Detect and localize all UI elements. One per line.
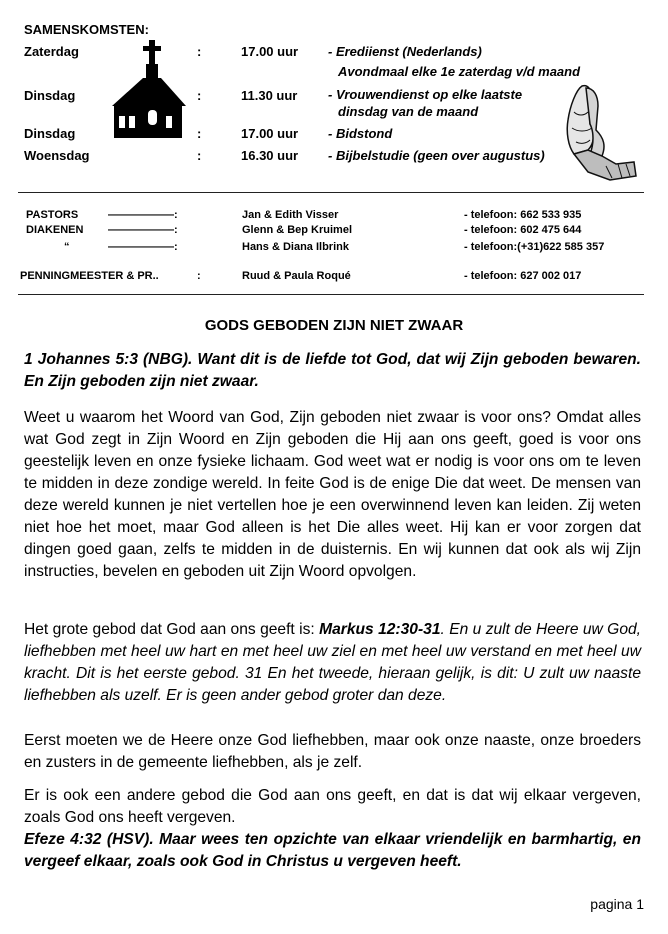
contact-phone: - telefoon:(+31)622 585 357 [464,241,605,253]
contact-role: “ [64,241,70,253]
service-time: 11.30 uur [241,88,298,103]
page-number: pagina 1 [590,896,644,912]
contact-name: Ruud & Paula Roqué [242,270,351,282]
contact-phone: - telefoon: 627 002 017 [464,270,582,282]
contact-name: Hans & Diana Ilbrink [242,241,349,253]
contact-dash: ——————: [108,209,178,221]
scripture-quote: Efeze 4:32 (HSV). Maar wees ten opzichte van elkaar vriendelijk en barmhartig, en vergeef elkaar, zoals ook God in Christus u vergeven heeft. [24,831,641,870]
contact-role: PENNINGMEESTER & PR.. [20,270,159,282]
divider [18,192,644,193]
church-icon [110,40,186,140]
article-paragraph [24,619,641,707]
article-title: GODS GEBODEN ZIJN NIET ZWAAR [204,317,464,334]
service-desc: - Bidstond [328,126,393,141]
service-sep: : [197,44,202,59]
service-day: Zaterdag [24,44,79,59]
service-desc: - Vrouwendienst op elke laatste [328,87,523,102]
contact-name: Jan & Edith Visser [242,209,339,221]
contact-dash: : [197,270,201,282]
service-time: 17.00 uur [241,44,299,59]
paragraph-intro: Het grote gebod dat God aan ons geeft is: [24,621,320,638]
service-desc: - Bijbelstudie (geen over augustus) [328,148,545,163]
article-lead: 1 Johannes 5:3 (NBG). Want dit is de liefde tot God, dat wij Zijn geboden bewaren. En Zijn geboden zijn niet zwaar. [24,351,641,390]
scripture-quote: . En u zult de Heere uw God, liefhebben met heel uw hart en met heel uw ziel en met heel uw verstand en met heel uw kracht. Dit is het eerste gebod. 31 En het tweede, hieraan gelijk, is dit: U zult uw naaste liefhebben als uzelf. Er is geen ander gebod groter dan deze. [24,621,641,704]
service-day: Dinsdag [24,126,76,141]
article-paragraph: Weet u waarom het Woord van God, Zijn geboden niet zwaar is voor ons? Omdat alles wat God zegt in Zijn Woord en Zijn geboden die Hij aan ons geeft, goed is voor ons geestelijk leven en onze fysieke lichaam. God weet wat er nodig is voor ons om te leven te midden in deze zondige wereld. In feite God is de enige Die dat weet. De mensen van deze wereld kunnen je niet vertellen hoe je een overwinnend leven kan leiden. Zij weten niet hoe het moet, maar God alleen is het Die alles weet. Hij kan er voor zorgen dat dingen goed gaan, zelfs te midden in de duisternis. En wij kunnen dat ook als wij Zijn instructies, bevelen en geboden uit Zijn Woord opvolgen. [24,409,641,580]
contact-dash: ——————: [108,241,178,253]
service-desc: - Erediienst (Nederlands) [328,44,482,59]
article-paragraph: Er is ook een andere gebod die God aan ons geeft, en dat is dat wij elkaar vergeven, zoals God ons heeft vergeven. [24,787,641,826]
service-sep: : [197,126,202,141]
service-desc-2: dinsdag van de maand [338,104,479,119]
contact-phone: - telefoon: 662 533 935 [464,209,582,221]
service-sep: : [197,88,202,103]
contact-dash: ——————: [108,224,178,236]
scripture-reference: Markus 12:30-31 [319,621,441,638]
praying-hands-icon [560,84,638,182]
contact-name: Glenn & Bep Kruimel [242,224,353,236]
service-time: 16.30 uur [241,148,299,163]
service-desc-2: Avondmaal elke 1e zaterdag v/d maand [338,64,581,79]
service-day: Woensdag [24,148,90,163]
article-paragraph: Eerst moeten we de Heere onze God liefhebben, maar ook onze naaste, onze broeders en zusters in de gemeente liefhebben, als je zelf. [24,732,641,771]
service-day: Dinsdag [24,88,76,103]
contact-phone: - telefoon: 602 475 644 [464,224,582,236]
divider [18,294,644,295]
schedule-title: SAMENSKOMSTEN: [24,22,149,37]
service-time: 17.00 uur [241,126,299,141]
contact-role: PASTORS [26,209,79,221]
service-sep: : [197,148,202,163]
contact-role: DIAKENEN [26,224,84,236]
